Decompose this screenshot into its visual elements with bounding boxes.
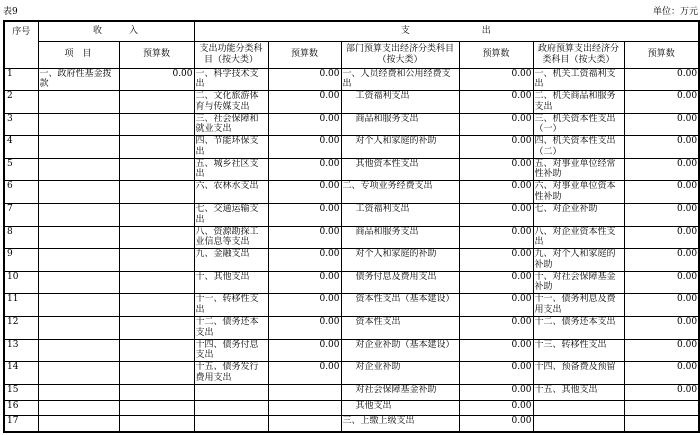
func-budget-cell: 0.00 <box>268 249 341 272</box>
income-budget-cell <box>119 158 194 181</box>
seq-cell: 11 <box>4 294 38 317</box>
table-row <box>4 294 699 317</box>
func-item-cell <box>194 400 268 415</box>
dept-item-cell: 一、人员经费和公用经费支出 <box>341 68 459 91</box>
income-budget-cell: 0.00 <box>119 68 194 91</box>
func-item-cell: 八、资源勘探工业信息等支出 <box>194 226 268 249</box>
gov-item-cell: 十二、债务还本支出 <box>533 317 624 340</box>
gov-item-cell: 十五、其他支出 <box>533 384 624 400</box>
gov-budget-cell: 0.00 <box>624 181 699 204</box>
dept-budget-cell: 0.00 <box>459 415 533 432</box>
dept-budget-cell: 0.00 <box>459 158 533 181</box>
func-item-cell: 十一、转移性支出 <box>194 294 268 317</box>
title-bar <box>0 0 700 17</box>
seq-cell: 7 <box>4 204 38 227</box>
income-item-cell <box>38 400 119 415</box>
table-row <box>4 339 699 362</box>
seq-cell: 2 <box>4 91 38 114</box>
seq-cell: 8 <box>4 226 38 249</box>
func-budget-cell: 0.00 <box>268 271 341 294</box>
income-budget-cell <box>119 113 194 136</box>
income-item-cell <box>38 249 119 272</box>
table-row <box>4 384 699 400</box>
gov-budget-cell: 0.00 <box>624 113 699 136</box>
header-income-group: 收入 <box>38 21 194 41</box>
dept-item-cell: 资本性支出（基本建设） <box>341 294 459 317</box>
table-row <box>4 181 699 204</box>
func-item-cell <box>194 384 268 400</box>
gov-budget-cell: 0.00 <box>624 317 699 340</box>
dept-budget-cell: 0.00 <box>459 136 533 159</box>
dept-item-cell: 工资福利支出 <box>341 204 459 227</box>
income-item-cell <box>38 339 119 362</box>
func-budget-cell: 0.00 <box>268 181 341 204</box>
seq-cell: 1 <box>4 68 38 91</box>
gov-item-cell: 十、对社会保障基金补助 <box>533 271 624 294</box>
dept-budget-cell: 0.00 <box>459 181 533 204</box>
income-budget-cell <box>119 91 194 114</box>
func-budget-cell: 0.00 <box>268 362 341 385</box>
func-budget-cell <box>268 415 341 432</box>
table-row <box>4 91 699 114</box>
func-item-cell: 一、科学技术支出 <box>194 68 268 91</box>
dept-budget-cell: 0.00 <box>459 113 533 136</box>
table-row <box>4 113 699 136</box>
income-item-cell <box>38 113 119 136</box>
table-row <box>4 204 699 227</box>
func-item-cell: 三、社会保障和就业支出 <box>194 113 268 136</box>
dept-budget-cell: 0.00 <box>459 204 533 227</box>
income-budget-cell <box>119 317 194 340</box>
dept-item-cell: 其他支出 <box>341 400 459 415</box>
income-item-cell <box>38 317 119 340</box>
dept-budget-cell: 0.00 <box>459 362 533 385</box>
income-budget-cell <box>119 181 194 204</box>
dept-budget-cell: 0.00 <box>459 271 533 294</box>
seq-cell: 10 <box>4 271 38 294</box>
seq-cell: 14 <box>4 362 38 385</box>
func-item-cell: 十四、债务付息支出 <box>194 339 268 362</box>
income-item-cell <box>38 181 119 204</box>
header-expense-group: 支出 <box>194 21 699 41</box>
income-budget-cell <box>119 294 194 317</box>
gov-item-cell <box>533 415 624 432</box>
func-item-cell: 九、金融支出 <box>194 249 268 272</box>
func-budget-cell: 0.00 <box>268 113 341 136</box>
income-budget-cell <box>119 204 194 227</box>
budget-table <box>3 20 700 433</box>
gov-budget-cell: 0.00 <box>624 271 699 294</box>
table-label: 表9 <box>3 7 18 17</box>
gov-item-cell <box>533 400 624 415</box>
dept-budget-cell: 0.00 <box>459 400 533 415</box>
table-row <box>4 271 699 294</box>
func-item-cell <box>194 415 268 432</box>
seq-cell: 9 <box>4 249 38 272</box>
gov-item-cell: 五、对事业单位经常性补助 <box>533 158 624 181</box>
table-row <box>4 68 699 91</box>
dept-item-cell: 对个人和家庭的补助 <box>341 136 459 159</box>
gov-item-cell: 九、对个人和家庭的补助 <box>533 249 624 272</box>
income-item-cell <box>38 158 119 181</box>
func-item-cell: 七、交通运输支出 <box>194 204 268 227</box>
income-budget-cell <box>119 339 194 362</box>
func-item-cell: 十二、债务还本支出 <box>194 317 268 340</box>
header-dept-budget: 预算数 <box>459 41 533 68</box>
header-row-groups <box>4 21 699 41</box>
gov-item-cell: 十四、预备费及预留 <box>533 362 624 385</box>
gov-budget-cell: 0.00 <box>624 68 699 91</box>
func-budget-cell: 0.00 <box>268 91 341 114</box>
income-item-cell <box>38 294 119 317</box>
income-budget-cell <box>119 384 194 400</box>
gov-budget-cell: 0.00 <box>624 158 699 181</box>
table-row <box>4 158 699 181</box>
unit-label: 单位：万元 <box>652 7 698 17</box>
gov-item-cell: 七、对企业补助 <box>533 204 624 227</box>
gov-item-cell: 一、机关工资福利支出 <box>533 68 624 91</box>
seq-cell: 13 <box>4 339 38 362</box>
gov-budget-cell <box>624 400 699 415</box>
dept-item-cell: 对企业补助 <box>341 362 459 385</box>
func-budget-cell <box>268 384 341 400</box>
dept-item-cell: 债务付息及费用支出 <box>341 271 459 294</box>
table-row <box>4 415 699 432</box>
income-budget-cell <box>119 415 194 432</box>
income-item-cell <box>38 91 119 114</box>
func-budget-cell: 0.00 <box>268 339 341 362</box>
gov-budget-cell <box>624 415 699 432</box>
table-row <box>4 317 699 340</box>
dept-item-cell: 工资福利支出 <box>341 91 459 114</box>
income-item-cell <box>38 362 119 385</box>
gov-budget-cell: 0.00 <box>624 249 699 272</box>
seq-cell: 16 <box>4 400 38 415</box>
table-row <box>4 249 699 272</box>
header-gov-col: 政府预算支出经济分类科目（按大类） <box>533 41 624 68</box>
func-budget-cell: 0.00 <box>268 226 341 249</box>
seq-cell: 15 <box>4 384 38 400</box>
func-budget-cell: 0.00 <box>268 68 341 91</box>
func-budget-cell <box>268 400 341 415</box>
header-seq: 序号 <box>4 21 38 68</box>
func-budget-cell: 0.00 <box>268 317 341 340</box>
gov-budget-cell: 0.00 <box>624 384 699 400</box>
gov-budget-cell: 0.00 <box>624 226 699 249</box>
gov-item-cell: 三、机关资本性支出（一） <box>533 113 624 136</box>
income-item-cell <box>38 136 119 159</box>
seq-cell: 5 <box>4 158 38 181</box>
table-row <box>4 136 699 159</box>
seq-cell: 6 <box>4 181 38 204</box>
dept-budget-cell: 0.00 <box>459 339 533 362</box>
func-budget-cell: 0.00 <box>268 158 341 181</box>
header-func-budget: 预算数 <box>268 41 341 68</box>
dept-budget-cell: 0.00 <box>459 226 533 249</box>
income-budget-cell <box>119 136 194 159</box>
func-budget-cell: 0.00 <box>268 136 341 159</box>
dept-item-cell: 其他资本性支出 <box>341 158 459 181</box>
income-item-cell <box>38 204 119 227</box>
income-budget-cell <box>119 226 194 249</box>
gov-budget-cell: 0.00 <box>624 91 699 114</box>
gov-budget-cell: 0.00 <box>624 204 699 227</box>
dept-item-cell: 商品和服务支出 <box>341 226 459 249</box>
header-row-columns <box>4 41 699 68</box>
dept-budget-cell: 0.00 <box>459 249 533 272</box>
func-item-cell: 六、农林水支出 <box>194 181 268 204</box>
dept-item-cell: 对企业补助（基本建设） <box>341 339 459 362</box>
income-item-cell <box>38 271 119 294</box>
header-gov-budget: 预算数 <box>624 41 699 68</box>
gov-budget-cell: 0.00 <box>624 339 699 362</box>
dept-item-cell: 对社会保障基金补助 <box>341 384 459 400</box>
income-item-cell <box>38 415 119 432</box>
dept-budget-cell: 0.00 <box>459 384 533 400</box>
func-budget-cell: 0.00 <box>268 294 341 317</box>
func-item-cell: 十五、债务发行费用支出 <box>194 362 268 385</box>
dept-budget-cell: 0.00 <box>459 68 533 91</box>
seq-cell: 3 <box>4 113 38 136</box>
income-item-cell <box>38 384 119 400</box>
header-dept-col: 部门预算支出经济分类科目（按大类） <box>341 41 459 68</box>
gov-item-cell: 八、对企业资本性支出 <box>533 226 624 249</box>
dept-budget-cell: 0.00 <box>459 317 533 340</box>
func-budget-cell: 0.00 <box>268 204 341 227</box>
func-item-cell: 四、节能环保支出 <box>194 136 268 159</box>
seq-cell: 12 <box>4 317 38 340</box>
dept-item-cell: 对个人和家庭的补助 <box>341 249 459 272</box>
income-budget-cell <box>119 362 194 385</box>
table-row <box>4 362 699 385</box>
income-item-cell: 一、政府性基金拨款 <box>38 68 119 91</box>
seq-cell: 17 <box>4 415 38 432</box>
gov-item-cell: 四、机关资本性支出（二） <box>533 136 624 159</box>
dept-item-cell: 资本性支出 <box>341 317 459 340</box>
dept-item-cell: 三、上缴上级支出 <box>341 415 459 432</box>
func-item-cell: 五、城乡社区支出 <box>194 158 268 181</box>
table-row <box>4 400 699 415</box>
table-row <box>4 226 699 249</box>
gov-item-cell: 二、机关商品和服务支出 <box>533 91 624 114</box>
gov-budget-cell: 0.00 <box>624 294 699 317</box>
func-item-cell: 十、其他支出 <box>194 271 268 294</box>
income-budget-cell <box>119 400 194 415</box>
dept-budget-cell: 0.00 <box>459 294 533 317</box>
gov-item-cell: 六、对事业单位资本性补助 <box>533 181 624 204</box>
gov-budget-cell: 0.00 <box>624 136 699 159</box>
gov-item-cell: 十一、债务利息及费用支出 <box>533 294 624 317</box>
dept-item-cell: 二、专项业务经费支出 <box>341 181 459 204</box>
header-income-item: 项目 <box>38 41 119 68</box>
income-budget-cell <box>119 271 194 294</box>
seq-cell: 4 <box>4 136 38 159</box>
income-budget-cell <box>119 249 194 272</box>
header-func-col: 支出功能分类科目（按大类） <box>194 41 268 68</box>
gov-budget-cell: 0.00 <box>624 362 699 385</box>
gov-item-cell: 十三、转移性支出 <box>533 339 624 362</box>
dept-item-cell: 商品和服务支出 <box>341 113 459 136</box>
dept-budget-cell: 0.00 <box>459 91 533 114</box>
func-item-cell: 二、文化旅游体育与传媒支出 <box>194 91 268 114</box>
income-item-cell <box>38 226 119 249</box>
header-income-budget: 预算数 <box>119 41 194 68</box>
